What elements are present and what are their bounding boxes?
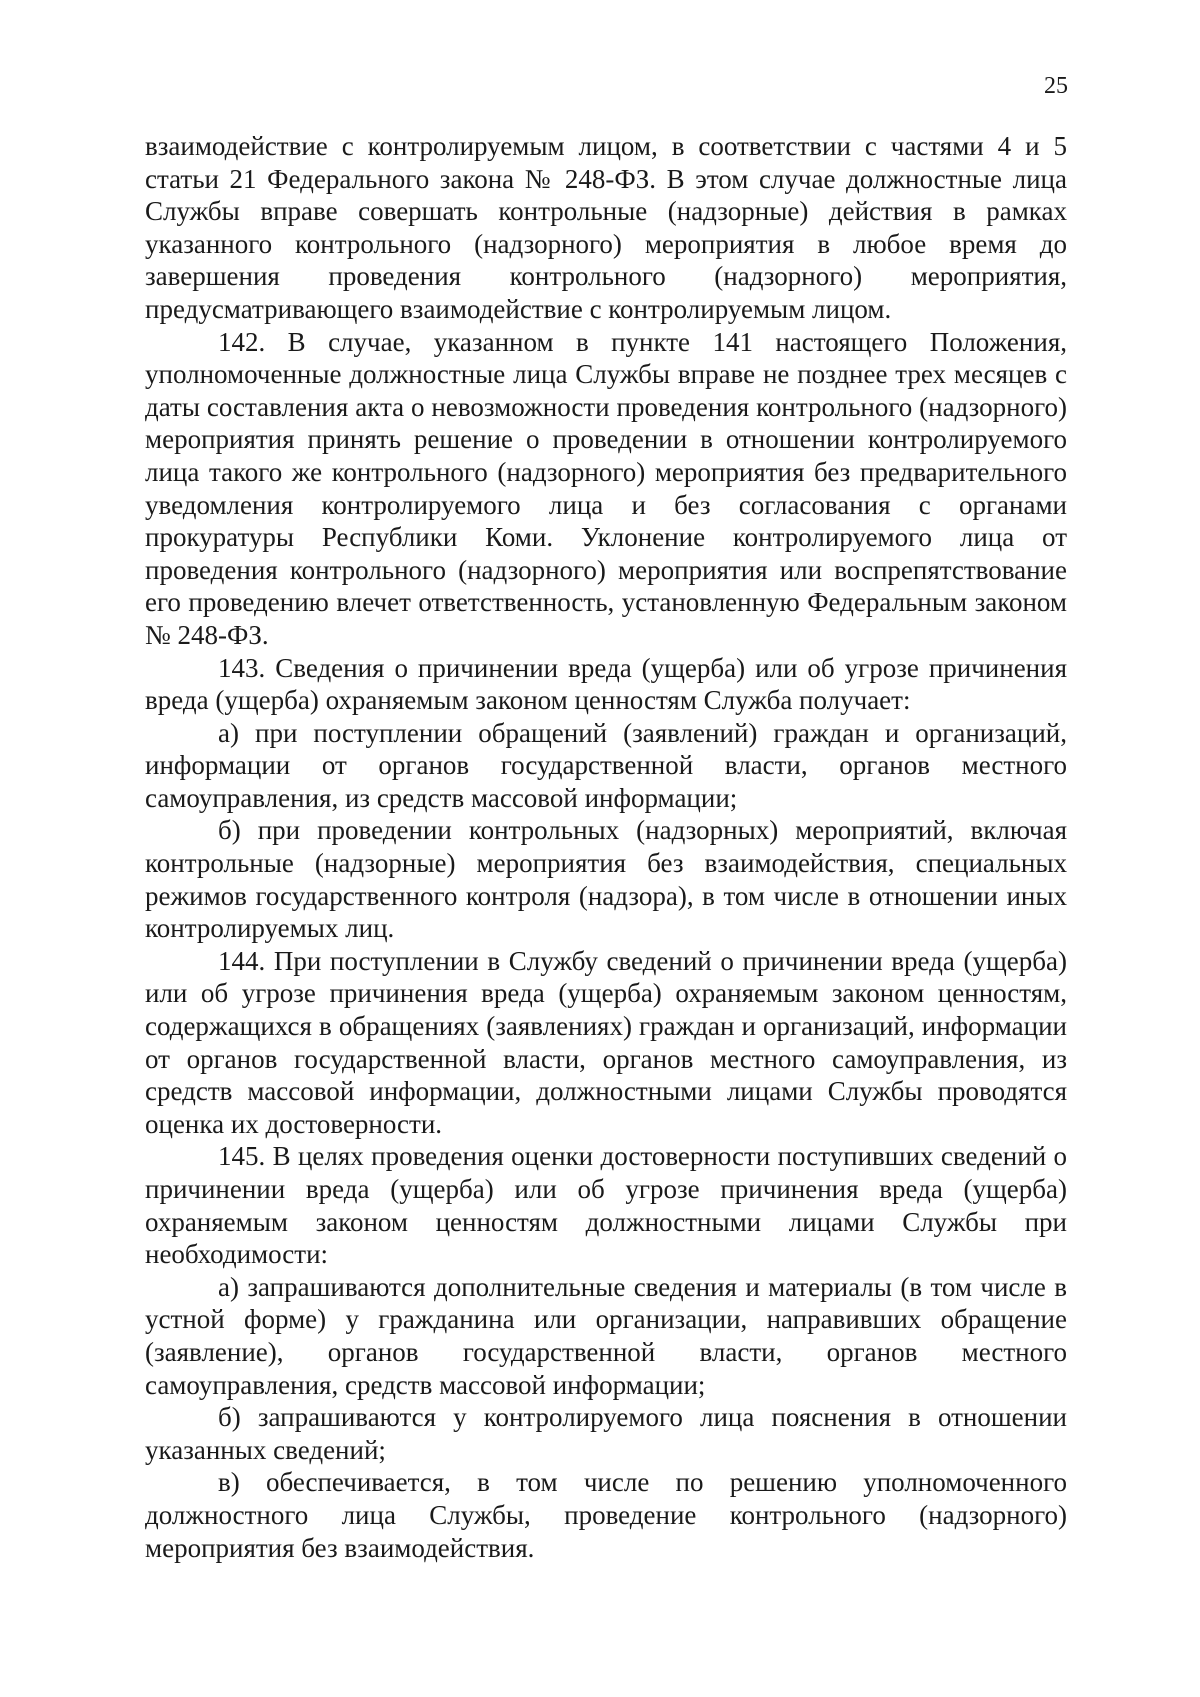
paragraph-145-b: б) запрашиваются у контролируемого лица пояснения в отношении указанных сведений;	[145, 1402, 1067, 1465]
document-body	[145, 130, 1067, 1564]
paragraph-143-b: б) при проведении контрольных (надзорных) мероприятий, включая контрольные (надзорные) мероприятия без взаимодействия, специальных режимов государственного контроля (надзора), в том числе в отношении иных контролируемых лиц.	[145, 815, 1067, 944]
paragraph-143-a: а) при поступлении обращений (заявлений) граждан и организаций, информации от органов государственной власти, органов местного самоуправления, из средств массовой информации;	[145, 717, 1067, 813]
paragraph-144: 144. При поступлении в Службу сведений о причинении вреда (ущерба) или об угрозе причинения вреда (ущерба) охраняемым законом ценностям, содержащихся в обращениях (заявлениях) граждан и организаций, информации от органов государственной власти, органов местного самоуправления, из средств массовой информации, должностными лицами Службы проводятся оценка их достоверности.	[145, 945, 1067, 1139]
paragraph-145: 145. В целях проведения оценки достоверности поступивших сведений о причинении вреда (ущерба) или об угрозе причинения вреда (ущерба) охраняемым законом ценностям должностными лицами Службы при необходимости:	[145, 1141, 1067, 1270]
paragraph-continuation: взаимодействие с контролируемым лицом, в соответствии с частями 4 и 5 статьи 21 Федерального закона № 248-ФЗ. В этом случае должностные лица Службы вправе совершать контрольные (надзорные) действия в рамках указанного контрольного (надзорного) мероприятия в любое время до завершения проведения контрольного (надзорного) мероприятия, предусматривающего взаимодействие с контролируемым лицом.	[145, 131, 1067, 324]
paragraph-145-v: в) обеспечивается, в том числе по решению уполномоченного должностного лица Службы, проведение контрольного (надзорного) мероприятия без взаимодействия.	[145, 1467, 1067, 1563]
paragraph-143: 143. Сведения о причинении вреда (ущерба) или об угрозе причинения вреда (ущерба) охраняемым законом ценностям Служба получает:	[145, 652, 1067, 716]
paragraph-145-a: а) запрашиваются дополнительные сведения и материалы (в том числе в устной форме) у гражданина или организации, направивших обращение (заявление), органов государственной власти, органов местного самоуправления, средств массовой информации;	[145, 1271, 1067, 1400]
page-number: 25	[1044, 73, 1068, 99]
paragraph-142: 142. В случае, указанном в пункте 141 настоящего Положения, уполномоченные должностные лица Службы вправе не позднее трех месяцев с даты составления акта о невозможности проведения контрольного (надзорного) мероприятия принять решение о проведении в отношении контролируемого лица такого же контрольного (надзорного) мероприятия без предварительного уведомления контролируемого лица и без согласования с органами прокуратуры Республики Коми. Уклонение контролируемого лица от проведения контрольного (надзорного) мероприятия или воспрепятствование его проведению влечет ответственность, установленную Федеральным законом № 248-ФЗ.	[145, 326, 1067, 650]
